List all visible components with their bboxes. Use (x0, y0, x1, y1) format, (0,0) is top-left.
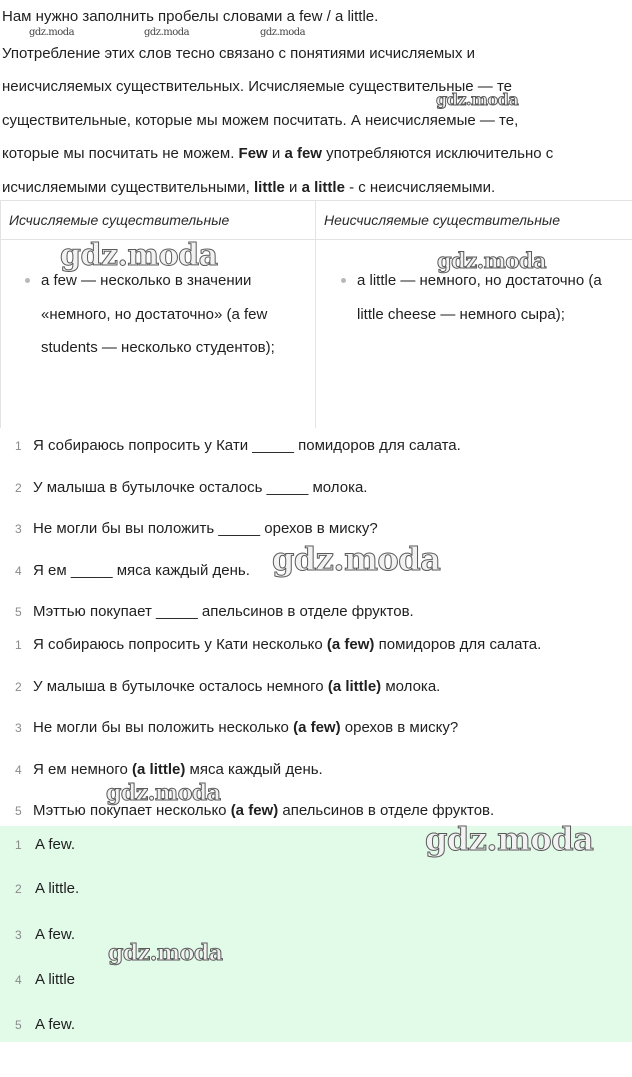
bold-term: a few (284, 145, 322, 163)
item-number: 5 (15, 1018, 22, 1032)
watermark: gdz.moda (425, 820, 594, 858)
answer-highlight: (a little) (132, 761, 186, 778)
text-fragment: молока. (381, 678, 441, 695)
intro-line-5 (2, 137, 630, 170)
item-number: 5 (15, 804, 22, 818)
answer-highlight: (a little) (327, 678, 382, 695)
item-text: У малыша в бутылочке осталось _____ молока. (33, 479, 368, 496)
text-fragment: У малыша в бутылочке осталось немного (33, 678, 328, 695)
text-fragment: орехов в миску? (340, 719, 459, 736)
text-fragment: апельсинов в отделе фруктов. (278, 802, 495, 819)
text-fragment: Не могли бы вы положить несколько (33, 719, 294, 736)
item-number: 4 (15, 564, 22, 578)
item-number: 1 (15, 439, 22, 453)
answers-panel (0, 826, 632, 1042)
intro-line-3: неисчисляемых существительных. Исчисляемые существительные — те (2, 78, 513, 96)
text-fragment: - с неисчисляемыми. (344, 178, 496, 196)
watermark: gdz.moda (272, 540, 441, 578)
watermark: gdz.moda (60, 238, 218, 273)
item-number: 1 (15, 638, 22, 652)
answer-text: A little (35, 971, 76, 988)
item-text (33, 672, 440, 702)
answer-highlight: (a few) (230, 802, 279, 819)
answer-text: A few. (35, 1016, 76, 1033)
text-fragment: помидоров для салата. (374, 636, 542, 653)
countable-cell: a few — несколько в значении «немного, но достаточно» (a few students — несколько студентов); (41, 272, 275, 356)
item-text: Я собираюсь попросить у Кати _____ помидоров для салата. (33, 437, 461, 454)
bullet-icon (25, 278, 30, 283)
header-countable: Исчисляемые существительные (9, 212, 230, 228)
answer-text: A little. (35, 880, 80, 897)
watermark-small: gdz.moda (29, 27, 75, 38)
item-number: 4 (15, 763, 22, 777)
item-text (33, 630, 541, 660)
item-number: 3 (15, 721, 22, 735)
item-number: 1 (15, 838, 22, 852)
item-number: 3 (15, 522, 22, 536)
answer-text: A few. (35, 836, 76, 853)
bullet-icon (341, 278, 346, 283)
intro-line-1: Нам нужно заполнить пробелы словами a few / a little. (2, 8, 379, 25)
item-number: 3 (15, 928, 22, 942)
intro-paragraph (2, 4, 630, 204)
text-fragment: и (284, 178, 302, 196)
item-number: 4 (15, 973, 22, 987)
answer-highlight: (a few) (293, 719, 341, 736)
comparison-table (0, 200, 632, 428)
intro-line-2: Употребление этих слов тесно связано с понятиями исчисляемых и (2, 45, 476, 62)
header-uncountable: Неисчисляемые существительные (324, 212, 561, 228)
text-fragment: Мэттью покупает несколько (33, 802, 231, 819)
watermark: gdz.moda (437, 248, 547, 273)
bold-term: a little (301, 178, 345, 196)
text-fragment: мяса каждый день. (185, 761, 323, 778)
intro-line-4: существительные, которые мы можем посчитать. А неисчисляемые — те, (2, 111, 519, 129)
item-number: 2 (15, 481, 22, 495)
column-divider (315, 201, 316, 428)
answer-text: A few. (35, 926, 76, 943)
text-fragment: и (267, 145, 285, 163)
item-text: Я ем _____ мяса каждый день. (33, 562, 250, 579)
item-number: 2 (15, 680, 22, 694)
uncountable-cell: a little — немного, но достаточно (a little cheese — немного сыра); (357, 272, 602, 323)
answer-highlight: (a few) (326, 636, 375, 653)
text-fragment: исчисляемыми существительными, (2, 178, 255, 196)
watermark-small: gdz.moda (260, 27, 306, 38)
watermark: gdz.moda (106, 780, 221, 806)
watermark: gdz.moda (108, 940, 223, 966)
watermark-small: gdz.moda (144, 27, 190, 38)
text-fragment: Я ем немного (33, 761, 133, 778)
item-text (33, 713, 458, 743)
watermark: gdz.moda (436, 90, 519, 109)
item-text: Мэттью покупает _____ апельсинов в отделе фруктов. (33, 603, 414, 620)
item-number: 2 (15, 882, 22, 896)
text-fragment: употребляются исключительно с (321, 145, 554, 163)
bold-term: little (254, 178, 285, 196)
text-fragment: Я собираюсь попросить у Кати несколько (33, 636, 327, 653)
text-fragment: которые мы посчитать не можем. (2, 145, 239, 163)
item-text: Не могли бы вы положить _____ орехов в миску? (33, 520, 378, 537)
item-number: 5 (15, 605, 22, 619)
bold-term: Few (238, 145, 268, 163)
